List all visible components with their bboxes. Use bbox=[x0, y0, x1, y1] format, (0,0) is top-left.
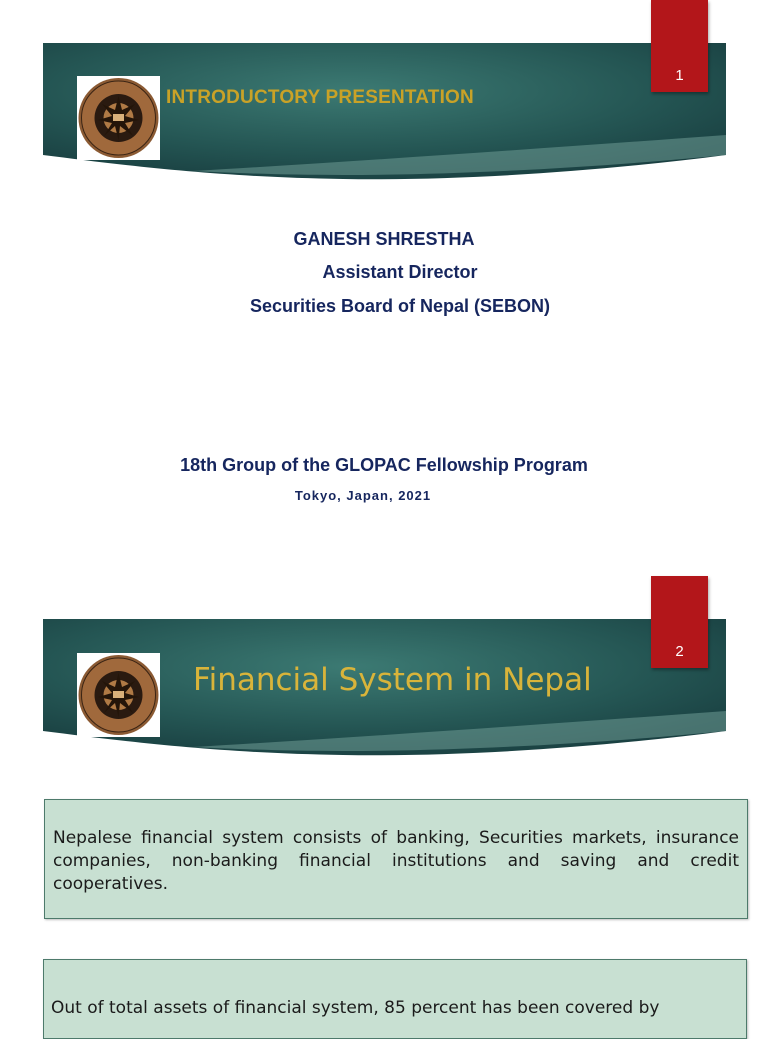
presenter-role: Assistant Director bbox=[322, 262, 478, 282]
presenter-organization: Securities Board of Nepal (SEBON) bbox=[249, 296, 551, 316]
slide-number: 1 bbox=[675, 67, 684, 84]
program-title: 18th Group of the GLOPAC Fellowship Program bbox=[180, 455, 588, 475]
slide-number-tab bbox=[651, 576, 708, 668]
slide-title: INTRODUCTORY PRESENTATION bbox=[166, 87, 474, 108]
slide-2 bbox=[0, 576, 768, 1024]
slide-number-tab bbox=[651, 0, 708, 92]
content-box-2: Out of total assets of financial system, 85 percent has been covered by bbox=[43, 959, 747, 1039]
presenter-name: GANESH SHRESTHA bbox=[293, 229, 475, 249]
slide-title: Financial System in Nepal bbox=[193, 662, 592, 698]
sebon-logo bbox=[77, 653, 160, 737]
content-box-1: Nepalese financial system consists of banking, Securities markets, insurance companies, non-banking financial institutions and saving and credit cooperatives. bbox=[44, 799, 748, 919]
program-place-year: Tokyo, Japan, 2021 bbox=[294, 488, 432, 503]
sebon-logo bbox=[77, 76, 160, 160]
slide-number: 2 bbox=[675, 643, 684, 660]
